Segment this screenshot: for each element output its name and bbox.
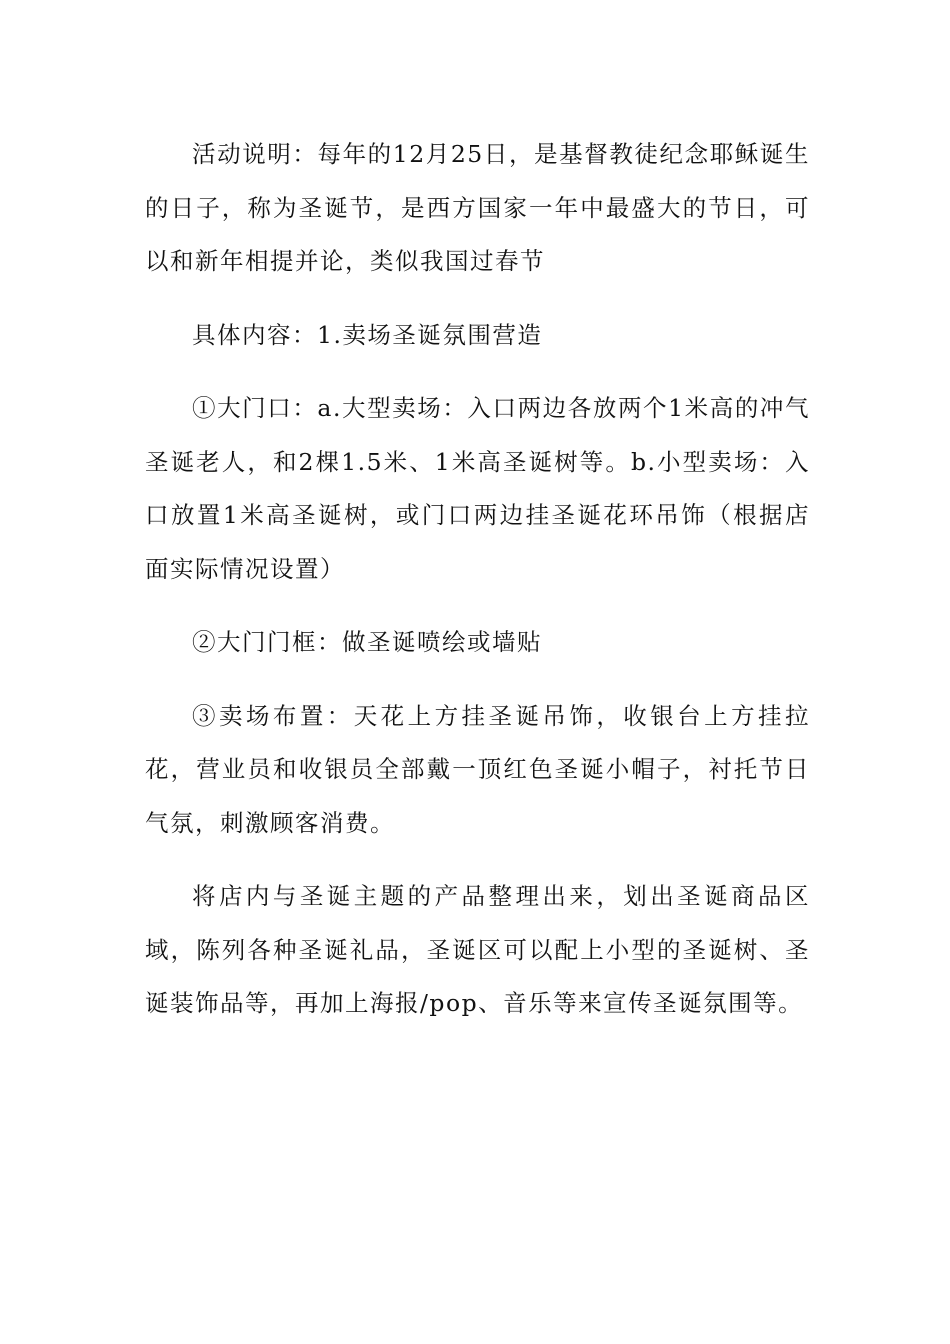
paragraph-christmas-products: 将店内与圣诞主题的产品整理出来，划出圣诞商品区域，陈列各种圣诞礼品，圣诞区可以配上小型的圣诞树、圣诞装饰品等，再加上海报/pop、音乐等来宣传圣诞氛围等。 <box>145 882 810 1017</box>
paragraph-activity-description: 活动说明：每年的12月25日，是基督教徒纪念耶稣诞生的日子，称为圣诞节，是西方国家一年中最盛大的节日，可以和新年相提并论，类似我国过春节 <box>145 140 810 275</box>
paragraph-main-entrance: ①大门口：a.大型卖场：入口两边各放两个1米高的冲气圣诞老人，和2棵1.5米、1米高圣诞树等。b.小型卖场：入口放置1米高圣诞树，或门口两边挂圣诞花环吊饰（根据店面实际情况设置） <box>145 394 810 583</box>
document-body <box>145 128 810 1051</box>
paragraph-store-layout: ③卖场布置：天花上方挂圣诞吊饰，收银台上方挂拉花，营业员和收银员全部戴一顶红色圣诞小帽子，衬托节日气氛，刺激顾客消费。 <box>145 701 810 837</box>
paragraph-specific-content: 具体内容：1.卖场圣诞氛围营造 <box>192 320 543 349</box>
paragraph-door-frame: ②大门门框：做圣诞喷绘或墙贴 <box>192 628 542 656</box>
